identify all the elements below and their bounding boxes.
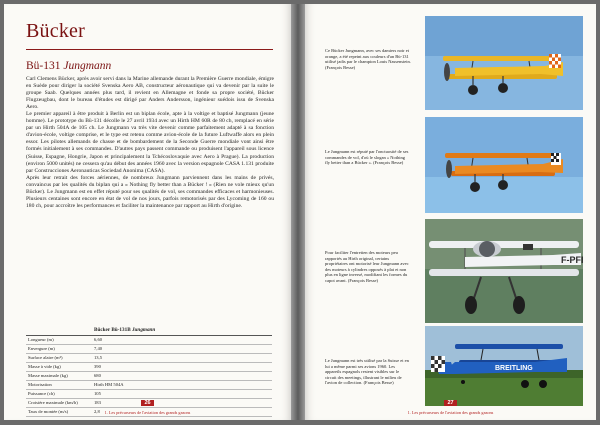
spec-value: 7,40 bbox=[92, 344, 272, 353]
spec-key: Taux de montée (m/s) bbox=[26, 407, 92, 416]
caption-credit: (François Besse) bbox=[373, 160, 404, 166]
spec-value: 6,60 bbox=[92, 336, 272, 345]
spec-row bbox=[26, 353, 272, 362]
registration-marking: F-PFI bbox=[561, 255, 583, 265]
spec-value: Hirth HM 504A bbox=[92, 380, 272, 389]
spec-value: 105 bbox=[92, 389, 272, 398]
article-body bbox=[26, 76, 274, 210]
photo-caption bbox=[325, 250, 411, 284]
spec-header-row bbox=[26, 326, 272, 336]
subhead-italic: Jungmann bbox=[63, 60, 112, 72]
page-footer bbox=[4, 391, 291, 415]
page-footer bbox=[305, 391, 596, 415]
caption-credit: (François Besse) bbox=[363, 380, 394, 386]
photo-caption bbox=[325, 149, 411, 166]
spec-key: Envergure (m) bbox=[26, 344, 92, 353]
photo-caption bbox=[325, 48, 411, 70]
spec-value: 13,5 bbox=[92, 353, 272, 362]
caption-text: Le Jungmann est réputé par l'onctuosité de ses commandes de vol, d'où le slogan « Nothing fly better than a Bücker ». bbox=[325, 149, 409, 166]
caption-text: Le Jungmann est très utilisé par la Suisse et en lui a même parmi ses avions 1960. Les appareils espagnols restent visibles sur le circuit des meetings, illustrant le milieu de l'avion de collection. bbox=[325, 358, 409, 386]
spec-key: Masse maximale (kg) bbox=[26, 371, 92, 380]
photo-caption bbox=[325, 358, 411, 386]
spec-header-main: Bücker Bü-131B bbox=[94, 327, 132, 333]
caption-text: Pour faciliter l'entretien des moteurs peu rapportés au Hirth original, certains propriétaires ont motorisé leur Jungmann avec des moteurs à cylindres opposés à plat et non plus en ligne inversé, modifiant les formes du capot avant. bbox=[325, 250, 409, 283]
body-paragraph: Carl Clemens Bücker, après avoir servi dans la Marine allemande durant la Première Guerre mondiale, émigre en Suède pour diriger la société Svenska Aero AB, constructeur aéronautique qui va devenir par la suite le groupe Saab. Quelques années plus tard, il revient en Allemagne et fonde sa propre société, Bücker Flugzeugbau, dont le bureau d'études est dirigé par Anders Andersson, ingénieur suédois issu de Svenska Aero. bbox=[26, 76, 274, 111]
spec-row bbox=[26, 336, 272, 345]
spec-key: Croisière maximale (km/h) bbox=[26, 398, 92, 407]
body-paragraph: Le premier appareil à être produit à Berlin est un biplan école, apte à la voltige et baptisé Jungmann (jeune homme). Le prototype du Bü-131 décolle le 27 avril 1934 avec un Hirth HM 60R de 80 ch, remplacé en série par un Hirth 504A de 105 ch. Le Jungmann va très vite devenir comme parfaitement adapté à sa fonction d'avion-école, voltige comprise, et le type est retenu comme avion-école de la future Luftwaffe alors en plein essor. Les pilotes allemands de chasse et de bombardement de la Seconde Guerre mondiale vont ainsi être formés initialement à ses commandes. D'autres pays passent commande ou produisent l'appareil sous licence (Suisse, Espagne, Hongrie, Japon et principalement la Tchécoslovaquie avec Aero à Prague). La production (environ 5000 unités) ne cessera qu'au début des années 1960 avec la version espagnole CASA 1.131 produite par Construcciones Aeronauticas Sociedad Anonima (CASA). bbox=[26, 111, 274, 174]
running-footer: 1. Les précurseurs de l'aviation des grands gazons bbox=[104, 410, 191, 415]
spec-header-italic: Jungmann bbox=[131, 327, 156, 333]
spec-key: Longueur (m) bbox=[26, 336, 92, 345]
left-page bbox=[4, 4, 291, 420]
spec-key: Surface alaire (m²) bbox=[26, 353, 92, 362]
spec-row bbox=[26, 362, 272, 371]
caption-credit: (François Besse) bbox=[347, 277, 378, 283]
running-footer: 1. Les précurseurs de l'aviation des grands gazons bbox=[407, 410, 494, 415]
photo-silver-biplane bbox=[425, 219, 583, 323]
book-spine bbox=[291, 4, 305, 420]
photo-orange-biplane bbox=[425, 117, 583, 213]
caption-credit: (François Besse) bbox=[325, 64, 356, 70]
spec-key: Motorisation bbox=[26, 380, 92, 389]
banner-marking: BREITLING bbox=[495, 365, 533, 372]
biplane-image bbox=[425, 16, 583, 110]
spec-key: Masse à vide (kg) bbox=[26, 362, 92, 371]
body-paragraph: Après leur retrait des forces aériennes, de nombreux Jungmann parviennent dans les mains de privés, convaincus par les qualités du biplan qui a « Nothing fly better than a Bücker ! » (Rien ne vole mieux qu'un Bücker). Le Jungmann est en effet réputé pour ses qualités de vol, ses commandes efficaces et harmonieuses. Plusieurs centaines sont encore en état de vol de nos jours, parfois remotorisés par des Lycoming de 160 ou 180 ch, pour accroître les performances et faciliter la maintenance par rapport au Hirth d'origine. bbox=[26, 174, 274, 209]
right-page bbox=[305, 4, 596, 420]
section-subhead bbox=[26, 60, 111, 72]
spec-value: 680 bbox=[92, 371, 272, 380]
title-rule bbox=[26, 49, 273, 50]
spec-value: 2,8 bbox=[92, 407, 272, 416]
spec-value: 183 bbox=[92, 398, 272, 407]
spec-header bbox=[92, 326, 272, 336]
photo-yellow-checkered-biplane bbox=[425, 16, 583, 110]
caption-text: Ce Bücker Jungmann, avec ses damiers noir et orange, a été repeint aux couleurs d'un Bü-131 utilisé jadis par le champion Louis Nassenstein. bbox=[325, 48, 411, 65]
spec-key: Puissance (ch) bbox=[26, 389, 92, 398]
spec-row bbox=[26, 380, 272, 389]
subhead-main: Bü-131 bbox=[26, 60, 64, 72]
spec-row bbox=[26, 344, 272, 353]
biplane-image bbox=[425, 117, 583, 213]
spec-row bbox=[26, 371, 272, 380]
page-title: Bücker bbox=[26, 20, 85, 42]
page-number: 26 bbox=[141, 400, 153, 406]
spec-value: 390 bbox=[92, 362, 272, 371]
page-number: 27 bbox=[444, 400, 456, 406]
biplane-image bbox=[425, 219, 583, 323]
